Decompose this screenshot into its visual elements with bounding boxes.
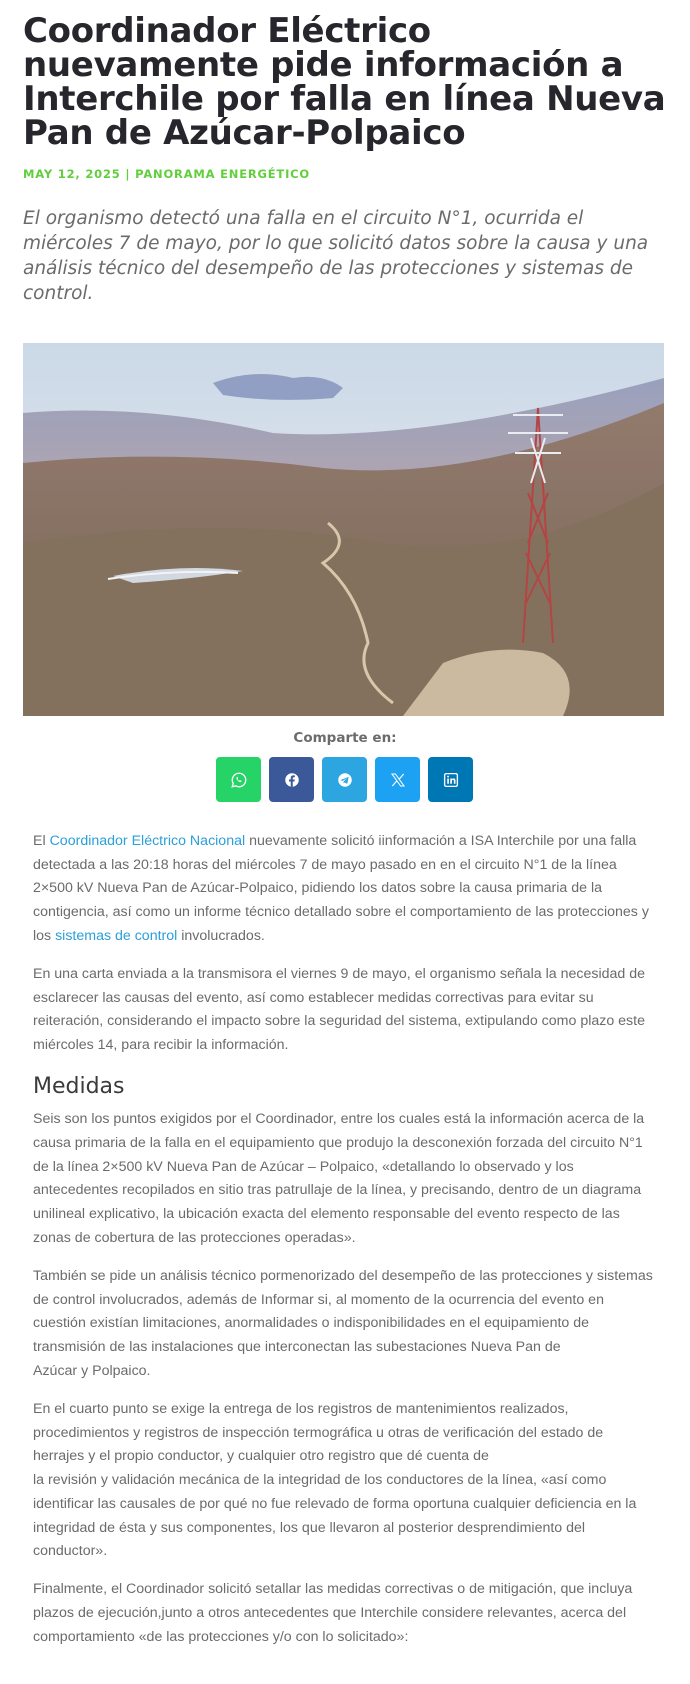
body-paragraph-2: En una carta enviada a la transmisora el viernes 9 de mayo, el organismo señala la necesidad de esclarecer las causas del evento, así como establecer medidas correctivas para evitar su reiteración, considerando el impacto sobre la seguridad del sistema, extipulando como plazo este miércoles 14, para recibir la información. — [33, 966, 645, 1054]
article-meta: MAY 12, 2025 | PANORAMA ENERGÉTICO — [23, 167, 310, 181]
body-paragraph-1 — [33, 830, 653, 949]
whatsapp-icon — [230, 771, 248, 789]
body-paragraph-3: Seis son los puntos exigidos por el Coordinador, entre los cuales está la información acerca de la causa primaria de la falla en el equipamiento que produjo la desconexión forzada del circuito N°1 de la línea 2×500 kV Nueva Pan de Azúcar – Polpaico, «detallando lo observado y los antecedentes recopilados en sitio tras patrullaje de la línea, y precisando, dentro de un diagrama unilineal explicativo, la ubicación exacta del elemento responsable del evento respecto de las zonas de cobertura de las protecciones operadas». — [33, 1111, 645, 1246]
hero-image — [23, 343, 664, 716]
paragraph-text: También se pide un análisis técnico pormenorizado del desempeño de las protecciones y sistemas de control involucrados, además de Informar si, al momento de la ocurrencia del evento en cuestión existían limitaciones, anormalidades o indisponibilidades en el equipamiento de transmisión de las instalaciones que interconectan las subestaciones Nueva Pan de — [33, 1268, 653, 1356]
body-paragraph-5 — [33, 1398, 653, 1564]
facebook-share-button[interactable] — [269, 757, 314, 802]
body-paragraph-4 — [33, 1265, 653, 1384]
sistemas-de-control-link[interactable]: sistemas de control — [55, 927, 178, 944]
linkedin-share-button[interactable] — [428, 757, 473, 802]
telegram-share-button[interactable] — [322, 757, 367, 802]
article-lede: El organismo detectó una falla en el circuito N°1, ocurrida el miércoles 7 de mayo, por lo que solicitó datos sobre la causa y una análisis técnico del desempeño de las protecciones y sistemas de control. — [23, 208, 649, 304]
paragraph-text: Azúcar y Polpaico. — [33, 1362, 151, 1379]
x-icon — [389, 771, 407, 789]
body-paragraph-6: Finalmente, el Coordinador solicitó setallar las medidas correctivas o de mitigación, que incluya plazos de ejecución,junto a otros antecedentes que Interchile considere relevantes, acerca del comportamiento «de las protecciones y/o con lo solicitado»: — [33, 1581, 633, 1645]
paragraph-text: nuevamente solicitó iinformación a ISA Interchile por una falla detectada a las 20:18 horas del miércoles 7 de mayo pasado en en el circuito N°1 de la línea 2×500 kV Nueva Pan de Azúcar-Polpaico, pidiendo los datos sobre la causa primaria de la contigencia, así como un informe técnico detallado sobre el comportamiento de las protecciones y los — [33, 833, 649, 944]
article-body — [33, 830, 653, 1664]
paragraph-text: El — [33, 833, 50, 849]
coordinador-link[interactable]: Coordinador Eléctrico Nacional — [49, 833, 246, 849]
facebook-icon — [283, 771, 301, 789]
share-label: Comparte en: — [293, 730, 397, 746]
x-share-button[interactable] — [375, 757, 420, 802]
telegram-icon — [336, 771, 354, 789]
paragraph-text: involucrados. — [177, 927, 265, 944]
whatsapp-share-button[interactable] — [216, 757, 261, 802]
article-title: Coordinador Eléctrico nuevamente pide información a Interchile por falla en línea Nueva Pan de Azúcar-Polpaico — [23, 11, 666, 153]
linkedin-icon — [442, 771, 460, 789]
paragraph-text: En el cuarto punto se exige la entrega de los registros de mantenimientos realizados, procedimientos y registros de inspección termográfica u otras de verificación del estado de herrajes y el propio conductor, y cualquier otro registro que dé cuenta de — [33, 1401, 604, 1465]
section-heading-medidas: Medidas — [33, 1074, 125, 1100]
share-buttons — [216, 757, 473, 802]
paragraph-text: la revisión y validación mecánica de la integridad de los conductores de la línea, «así como identificar las causales de por qué no fue relevado de forma oportuna cualquier deficiencia en la integridad de ésta y sus componentes, los que llevaron al posterior desprendimiento del conductor». — [33, 1472, 637, 1560]
